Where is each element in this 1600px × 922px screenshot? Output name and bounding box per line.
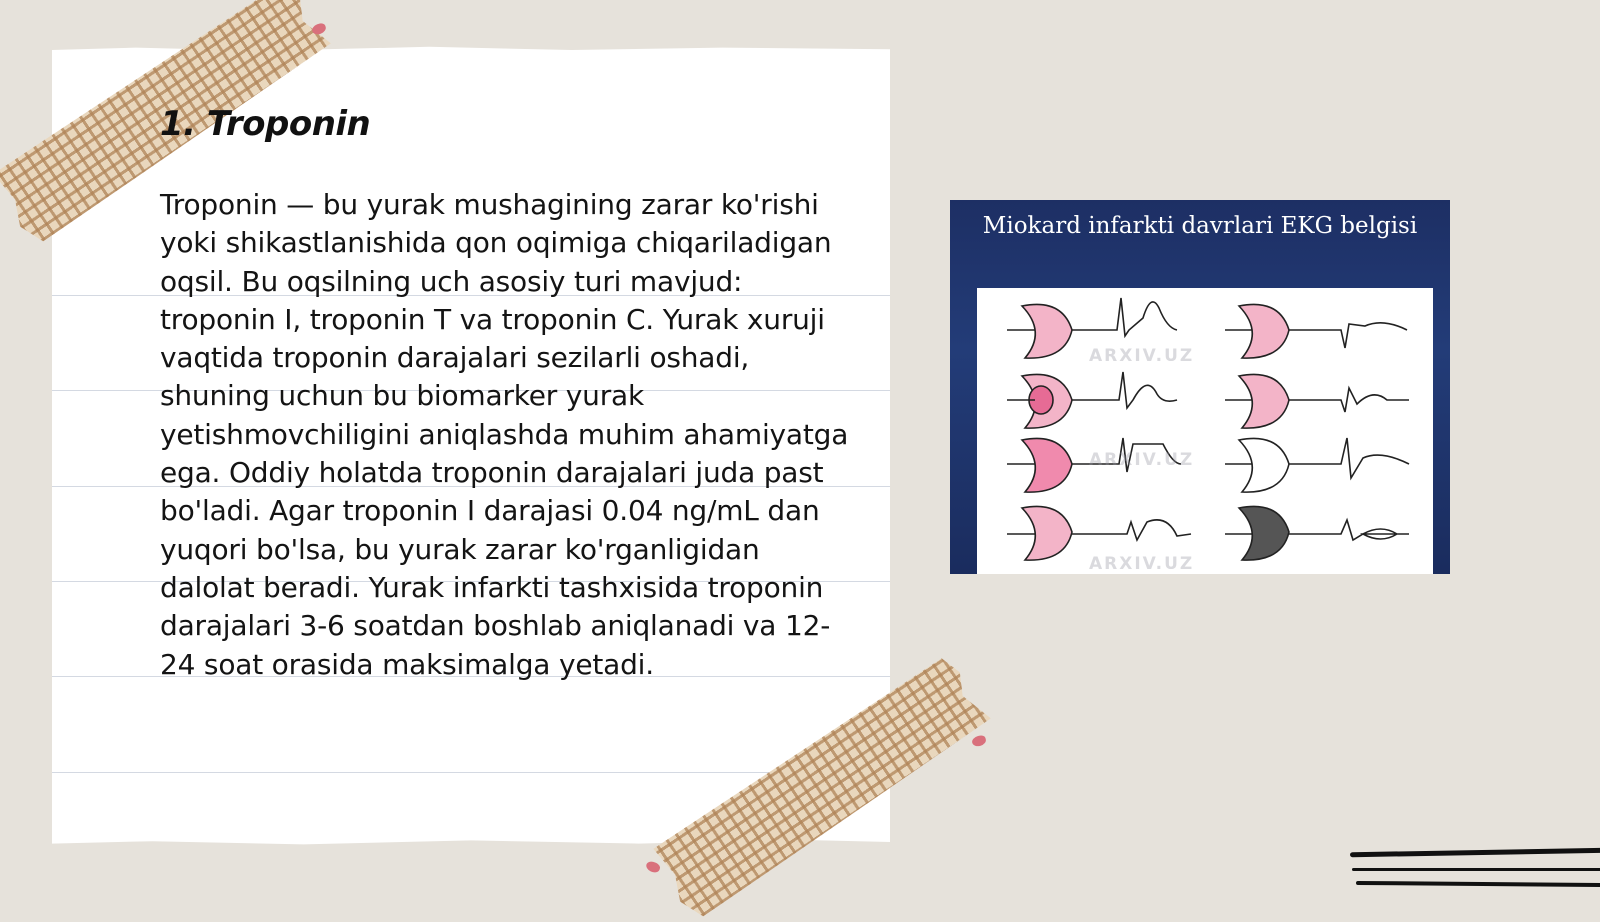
ecg-figure (950, 200, 1450, 574)
ecg-diagram (977, 288, 1433, 574)
slide-body-text: Troponin — bu yurak mushagining zarar ko'rishi yoki shikastlanishida qon oqimiga chiqariladigan oqsil. Bu oqsilning uch asosiy turi mavjud: troponin I, troponin T va troponin C. Yurak xuruji vaqtida troponin darajalari sezilarli oshadi, shuning uchun bu biomarker yurak yetishmovchiligini aniqlashda muhim ahamiyatga ega. Oddiy holatda troponin darajalari juda past bo'ladi. Agar troponin I darajasi 0.04 ng/mL dan yuqori bo'lsa, bu yurak zarar ko'rganligidan dalolat beradi. Yurak infarkti tashxisida troponin darajalari 3-6 soatdan boshlab aniqlanadi va 12-24 soat orasida maksimalga yetadi. (160, 188, 849, 681)
paper-rule-line (52, 772, 890, 773)
heart-cross-section (1225, 374, 1409, 428)
watermark: ARXIV.UZ (1089, 450, 1195, 470)
heart-cross-section (1225, 438, 1409, 492)
heart-cross-section (1007, 506, 1191, 560)
brush-stroke-decoration (1356, 881, 1600, 887)
ecg-diagram-panel (977, 288, 1433, 574)
heart-cross-section (1225, 506, 1409, 560)
brush-stroke-decoration (1350, 848, 1600, 858)
tape-pin (971, 734, 987, 747)
watermark: ARXIV.UZ (1089, 346, 1195, 366)
slide-title: 1. Troponin (160, 104, 371, 144)
tape-pin (645, 860, 662, 875)
watermark: ARXIV.UZ (1089, 554, 1195, 574)
heart-cross-section (1225, 304, 1407, 358)
figure-title: Miokard infarkti davrlari EKG belgisi (982, 213, 1418, 239)
brush-stroke-decoration (1352, 868, 1600, 871)
heart-cross-section (1007, 372, 1177, 428)
